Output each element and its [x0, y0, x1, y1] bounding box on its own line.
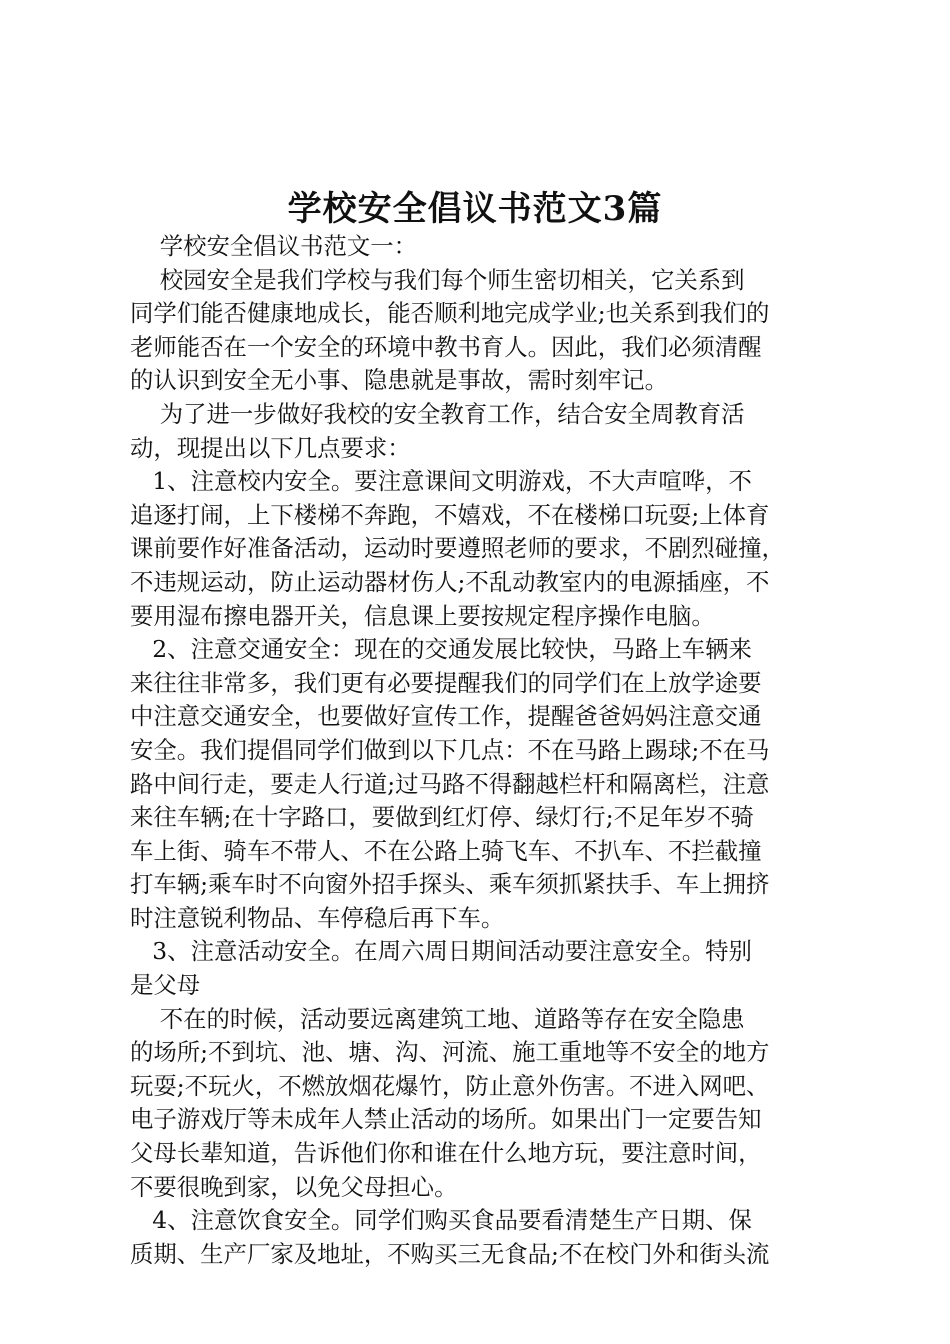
- text-line: 中注意交通安全，也要做好宣传工作，提醒爸爸妈妈注意交通: [130, 702, 762, 731]
- text-line: 不违规运动，防止运动器材伤人;不乱动教室内的电源插座，不: [130, 567, 770, 596]
- text-line: 安全。我们提倡同学们做到以下几点：不在马路上踢球;不在马: [130, 735, 770, 764]
- text-line: 来往车辆;在十字路口，要做到红灯停、绿灯行;不足年岁不骑: [130, 803, 754, 832]
- text-line: 是父母: [130, 971, 201, 1000]
- text-line: 电子游戏厅等未成年人禁止活动的场所。如果出门一定要告知: [130, 1105, 762, 1134]
- text-line: 同学们能否健康地成长，能否顺利地完成学业;也关系到我们的: [130, 299, 770, 328]
- text-line: 车上街、骑车不带人、不在公路上骑飞车、不扒车、不拦截撞: [130, 836, 762, 865]
- text-line: 不在的时候，活动要远离建筑工地、道路等存在安全隐患: [130, 1004, 745, 1033]
- text-line: 打车辆;乘车时不向窗外招手探头、乘车须抓紧扶手、车上拥挤: [130, 870, 770, 899]
- text-line: 路中间行走，要走人行道;过马路不得翻越栏杆和隔离栏，注意: [130, 769, 770, 798]
- text-line: 来往往非常多，我们更有必要提醒我们的同学们在上放学途要: [130, 668, 762, 697]
- text-line: 学校安全倡议书范文一：: [130, 232, 418, 260]
- text-line: 玩耍;不玩火，不燃放烟花爆竹，防止意外伤害。不进入网吧、: [130, 1071, 770, 1100]
- text-line: 动，现提出以下几点要求：: [130, 433, 411, 462]
- text-line: 2、注意交通安全：现在的交通发展比较快，马路上车辆来: [130, 635, 752, 664]
- document-title: 学校安全倡议书范文3篇: [287, 189, 663, 229]
- text-line: 3、注意活动安全。在周六周日期间活动要注意安全。特别: [130, 937, 752, 966]
- text-line: 追逐打闹，上下楼梯不奔跑，不嬉戏，不在楼梯口玩耍;上体育: [130, 500, 770, 529]
- text-line: 校园安全是我们学校与我们每个师生密切相关，它关系到: [130, 265, 745, 294]
- text-line: 质期、生产厂家及地址，不购买三无食品;不在校门外和街头流: [130, 1239, 770, 1268]
- text-line: 4、注意饮食安全。同学们购买食品要看清楚生产日期、保: [130, 1206, 752, 1235]
- text-line: 的场所;不到坑、池、塘、沟、河流、施工重地等不安全的地方: [130, 1038, 770, 1067]
- text-line: 课前要作好准备活动，运动时要遵照老师的要求，不剧烈碰撞，: [130, 534, 785, 563]
- text-line: 1、注意校内安全。要注意课间文明游戏，不大声喧哗，不: [130, 467, 752, 496]
- text-line: 父母长辈知道，告诉他们你和谁在什么地方玩，要注意时间，: [130, 1139, 762, 1168]
- document-body: [130, 230, 830, 1271]
- text-line: 老师能否在一个安全的环境中教书育人。因此，我们必须清醒: [130, 332, 762, 361]
- text-line: 要用湿布擦电器开关，信息课上要按规定程序操作电脑。: [130, 601, 715, 630]
- text-line: 的认识到安全无小事、隐患就是事故，需时刻牢记。: [130, 366, 668, 395]
- text-line: 时注意锐利物品、车停稳后再下车。: [130, 903, 505, 932]
- text-line: 不要很晚到家，以免父母担心。: [130, 1172, 458, 1201]
- text-line: 为了进一步做好我校的安全教育工作，结合安全周教育活: [130, 399, 745, 428]
